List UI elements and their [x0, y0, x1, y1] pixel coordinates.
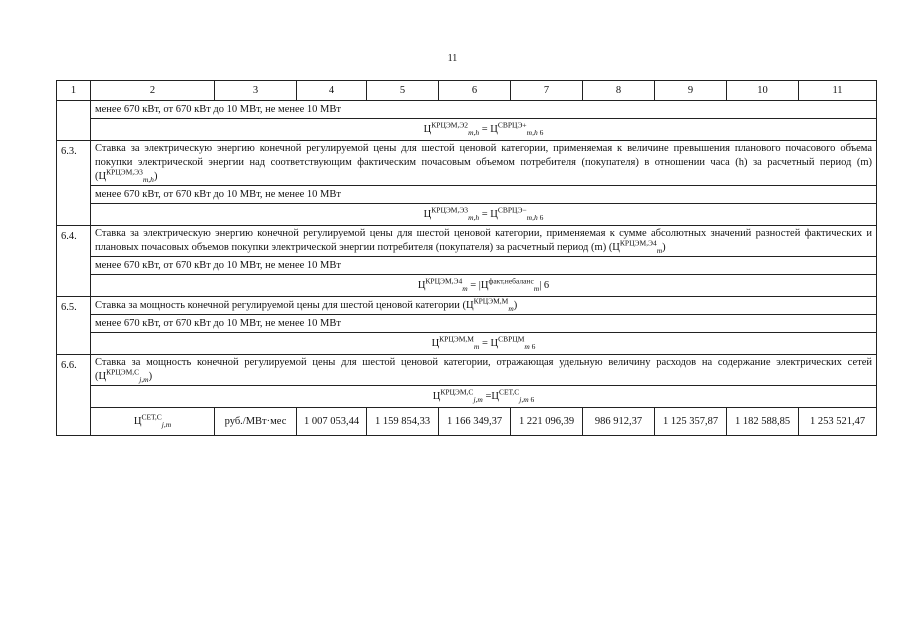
formula-6-5: $Ц^{КРЦЭМ,М}_m = Ц^{СВРЦМ}_m$ $_6$ [91, 333, 877, 355]
value-cell: 986 912,37 [583, 408, 655, 436]
table-row [57, 297, 877, 315]
table-row [57, 355, 877, 386]
table-row [57, 275, 877, 297]
header-cell: 9 [655, 81, 727, 101]
header-cell: 10 [727, 81, 799, 101]
row-number-cell [57, 101, 91, 141]
value-cell: 1 007 053,44 [297, 408, 367, 436]
row-description: Ставка за электрическую энергию конечной регулируемой цены для шестой ценовой категории, применяемая к величине превышения планового почасового объема покупки электрической энергии над соответствующим фактическим почасовым объемом потребителя (покупателя) в отношении часа (h) за расчетный период (m) $(Ц^{КРЦЭМ,Э3}_{m,h})$ [91, 141, 877, 186]
row-description: Ставка за мощность конечной регулируемой цены для шестой ценовой категории $(Ц^{КРЦЭМ,М}_m)$ [91, 297, 877, 315]
table-row [57, 141, 877, 186]
power-range-text: менее 670 кВт, от 670 кВт до 10 МВт, не менее 10 МВт [91, 186, 877, 204]
row-number: 6.4. [57, 226, 91, 297]
value-symbol-cell: $Ц^{СЕТ,С}_{j,m}$ [91, 408, 215, 436]
value-cell: 1 221 096,39 [511, 408, 583, 436]
page-number: 11 [447, 53, 458, 64]
value-cell: 1 182 588,85 [727, 408, 799, 436]
header-cell: 4 [297, 81, 367, 101]
header-cell: 6 [439, 81, 511, 101]
row-description: Ставка за электрическую энергию конечной регулируемой цены для шестой ценовой категории, применяемая к сумме абсолютных значений разностей фактических и плановых почасовых объемов покупки электрической энергии потребителя (покупателя) за расчетный период (m) $(Ц^{КРЦЭМ,Э4}_m)$ [91, 226, 877, 257]
power-range-text: менее 670 кВт, от 670 кВт до 10 МВт, не менее 10 МВт [91, 315, 877, 333]
table-row [57, 186, 877, 204]
table-row [57, 257, 877, 275]
row-number: 6.6. [57, 355, 91, 436]
table-row [57, 119, 877, 141]
formula-6-6: $Ц^{КРЦЭМ,С}_{j,m} =Ц^{СЕТ,С}_{j,m}$ $_6$ [91, 386, 877, 408]
table-row [57, 408, 877, 436]
power-range-text: менее 670 кВт, от 670 кВт до 10 МВт, не менее 10 МВт [91, 101, 877, 119]
tariff-table [56, 80, 877, 436]
formula-6-2: $Ц^{КРЦЭМ,Э2}_{m,h} = Ц^{СВРЦЭ+}_{m,h}$ $_6$ [91, 119, 877, 141]
header-cell: 7 [511, 81, 583, 101]
header-cell: 8 [583, 81, 655, 101]
table-row [57, 333, 877, 355]
formula-6-3: $Ц^{КРЦЭМ,Э3}_{m,h} = Ц^{СВРЦЭ-}_{m,h}$ $_6$ [91, 204, 877, 226]
value-cell: 1 166 349,37 [439, 408, 511, 436]
header-cell: 3 [215, 81, 297, 101]
unit-cell: руб./МВт·мес [215, 408, 297, 436]
row-description: Ставка за мощность конечной регулируемой цены для шестой ценовой категории, отражающая удельную величину расходов на содержание электрических сетей $(Ц^{КРЦЭМ,С}_{j,m})$ [91, 355, 877, 386]
formula-6-4: $Ц^{КРЦЭМ,Э4}_m = |Ц^{факт,небаланс}_m|$ 6 [91, 275, 877, 297]
table-row [57, 226, 877, 257]
header-row [57, 81, 877, 101]
row-number: 6.5. [57, 297, 91, 355]
header-cell: 11 [799, 81, 877, 101]
header-cell: 1 [57, 81, 91, 101]
value-cell: 1 125 357,87 [655, 408, 727, 436]
header-cell: 5 [367, 81, 439, 101]
value-cell: 1 159 854,33 [367, 408, 439, 436]
table-row [57, 315, 877, 333]
value-cell: 1 253 521,47 [799, 408, 877, 436]
power-range-text: менее 670 кВт, от 670 кВт до 10 МВт, не менее 10 МВт [91, 257, 877, 275]
table-row [57, 386, 877, 408]
table-row [57, 204, 877, 226]
row-number: 6.3. [57, 141, 91, 226]
table-row [57, 101, 877, 119]
header-cell: 2 [91, 81, 215, 101]
